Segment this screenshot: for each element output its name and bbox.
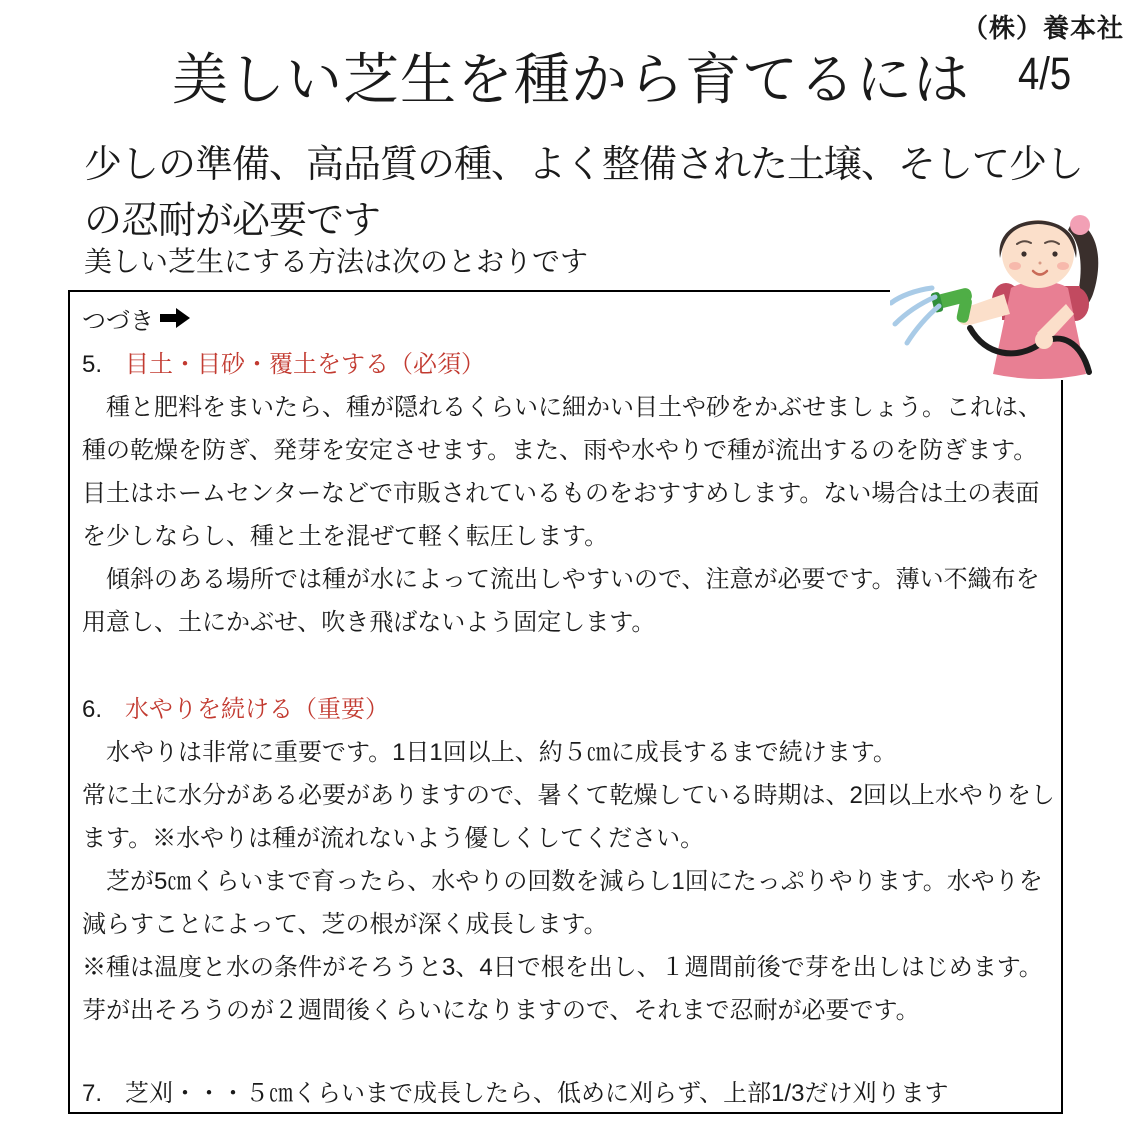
text-line: ※種は温度と水の条件がそろうと3、4日で根を出し、１週間前後で芽を出しはじめます。 bbox=[82, 954, 1043, 981]
page-number: 4/5 bbox=[1018, 48, 1072, 99]
text-line: 種と肥料をまいたら、種が隠れるくらいに細かい目土や砂をかぶせましょう。これは、 bbox=[82, 394, 1042, 421]
text-line: 常に土に水分がある必要がありますので、暑くて乾燥している時期は、2回以上水やりをし bbox=[82, 782, 1055, 809]
text-line: 減らすことによって、芝の根が深く成長します。 bbox=[82, 911, 608, 938]
watering-woman-svg bbox=[890, 192, 1105, 380]
content-box bbox=[68, 290, 1063, 1114]
text-line: 水やりは非常に重要です。1日1回以上、約５㎝に成長するまで続けます。 bbox=[82, 739, 897, 766]
section-7-row bbox=[82, 1072, 1049, 1115]
section-6-heading: 水やりを続ける（重要） bbox=[125, 696, 389, 723]
text-line: 傾斜のある場所では種が水によって流出しやすいので、注意が必要です。薄い不織布を bbox=[82, 566, 1040, 593]
section-5-heading: 目土・目砂・覆土をする（必須） bbox=[125, 351, 485, 378]
text-line: 用意し、土にかぶせ、吹き飛ばないよう固定します。 bbox=[82, 609, 656, 636]
page-title: 美しい芝生を種から育てるには bbox=[172, 48, 970, 113]
text-line: 種の乾燥を防ぎ、発芽を安定させます。また、雨や水やりで種が流出するのを防ぎます。 bbox=[82, 437, 1038, 464]
section-7-text: 芝刈・・・５㎝くらいまで成長したら、低めに刈らず、上部1/3だけ刈ります bbox=[125, 1080, 949, 1107]
text-line: 目土はホームセンターなどで市販されているものをおすすめします。ない場合は土の表面 bbox=[82, 480, 1040, 507]
intro-subline: 美しい芝生にする方法は次のとおりです bbox=[84, 245, 589, 278]
text-line: 芝が5㎝くらいまで育ったら、水やりの回数を減らし1回にたっぷりやります。水やりを bbox=[82, 868, 1043, 895]
continuation-label: つづき bbox=[82, 308, 154, 335]
section-5-number: 5. bbox=[82, 351, 103, 378]
text-line: 芽が出そろうのが２週間後くらいになりますので、それまで忍耐が必要です。 bbox=[82, 997, 920, 1024]
intro-line-2: の忍耐が必要です bbox=[84, 198, 381, 242]
section-spacer bbox=[82, 1032, 1049, 1072]
section-6-heading-row bbox=[82, 688, 1049, 731]
company-name: （株）養本社 bbox=[961, 13, 1124, 43]
text-line: ます。※水やりは種が流れないよう優しくしてください。 bbox=[82, 825, 705, 852]
watering-woman-illustration bbox=[890, 192, 1105, 380]
section-spacer bbox=[82, 644, 1049, 688]
section-6-number: 6. bbox=[82, 696, 103, 723]
text-line: を少しならし、種と土を混ぜて軽く転圧します。 bbox=[82, 523, 609, 550]
intro-line-1: 少しの準備、高品質の種、よく整備された土壌、そして少し bbox=[84, 142, 1084, 186]
section-7-number: 7. bbox=[82, 1080, 103, 1107]
continue-arrow-icon bbox=[160, 300, 190, 343]
